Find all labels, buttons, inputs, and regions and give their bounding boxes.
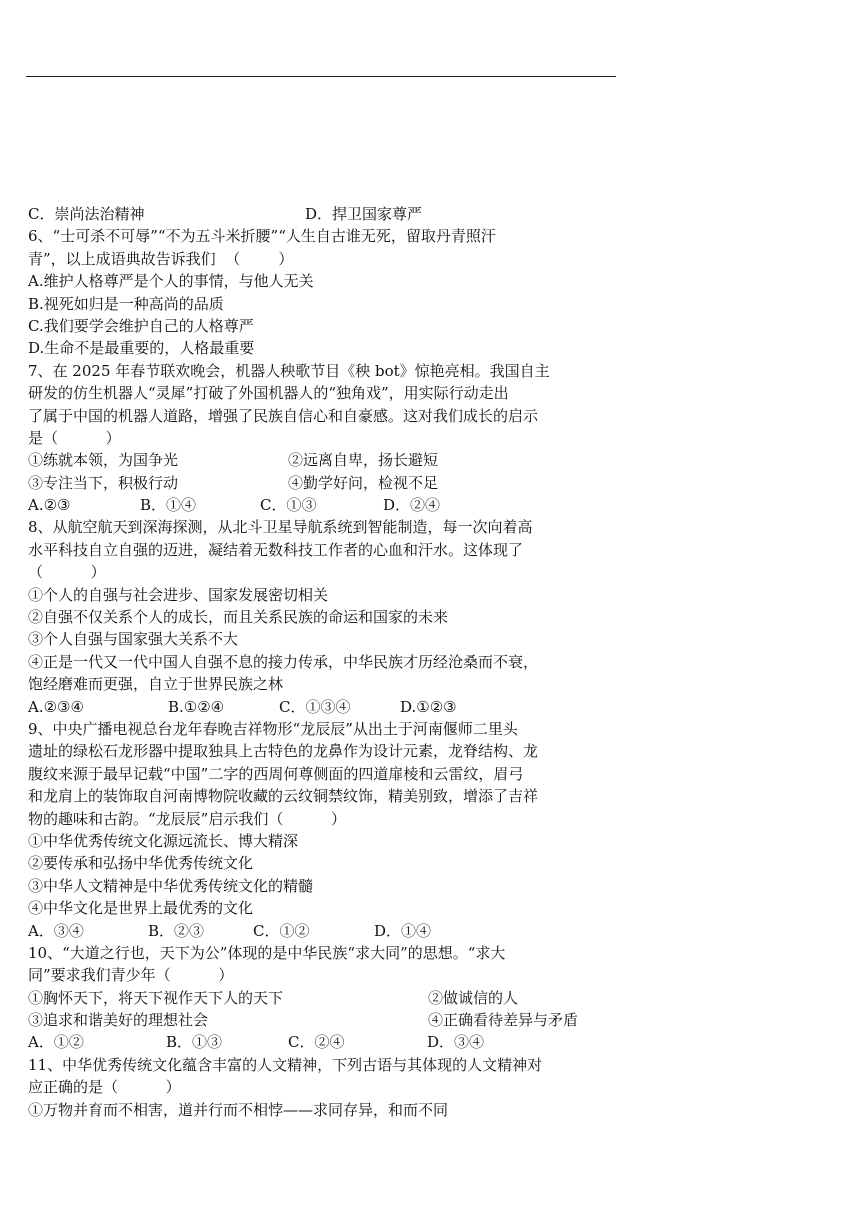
question-10 <box>28 942 620 1054</box>
header-rule <box>26 76 616 77</box>
q7-choice-d: D．②④ <box>383 496 441 515</box>
q7-item: ③专注当下，积极行动 <box>28 473 179 492</box>
q10-choice-a: A．①② <box>28 1033 84 1052</box>
question-9 <box>28 718 620 942</box>
q6-option: D.生命不是最重要的，人格最重要 <box>28 339 255 358</box>
q11-item: ①万物并育而不相害，道并行而不相悖——求同存异，和而不同 <box>28 1100 449 1119</box>
q8-item: 饱经磨难而更强，自立于世界民族之林 <box>28 675 284 694</box>
q6-stem-line: 6、“士可杀不可辱”“不为五斗米折腰”“人生自古谁无死，留取丹青照汗 <box>28 227 496 246</box>
q10-choice-d: D．③④ <box>427 1033 485 1052</box>
q9-stem-line: 和龙肩上的装饰取自河南博物院收藏的云纹铜禁纹饰，精美别致，增添了吉祥 <box>28 787 539 806</box>
q9-stem-line: 遗址的绿松石龙形器中提取独具上古特色的龙鼻作为设计元素，龙脊结构、龙 <box>28 742 539 761</box>
q8-stem-line: （ ） <box>28 563 106 582</box>
q7-stem-line: 研发的仿生机器人“灵犀”打破了外国机器人的“独角戏”，用实际行动走出 <box>28 384 509 403</box>
q7-item: ④勤学好问，检视不足 <box>288 473 439 492</box>
q7-choice-b: B．①④ <box>140 496 197 515</box>
q8-item: ①个人的自强与社会进步、国家发展密切相关 <box>28 585 329 604</box>
q9-stem-line: 腹纹来源于最早记载“中国”二字的西周何尊侧面的四道扉棱和云雷纹，眉弓 <box>28 764 524 783</box>
q11-stem-line: 11、中华优秀传统文化蕴含丰富的人文精神，下列古语与其体现的人文精神对 <box>28 1055 543 1074</box>
q10-stem-line: 同”要求我们青少年（ ） <box>28 966 234 985</box>
q9-item: ②要传承和弘扬中华优秀传统文化 <box>28 854 254 873</box>
q8-item: ②自强不仅关系个人的成长，而且关系民族的命运和国家的未来 <box>28 608 449 627</box>
q10-item: ②做诚信的人 <box>428 988 519 1007</box>
q6-option: C.我们要学会维护自己的人格尊严 <box>28 316 254 335</box>
q6-option: A.维护人格尊严是个人的事情，与他人无关 <box>28 272 314 291</box>
q10-items-row <box>28 987 620 1009</box>
q10-item: ①胸怀天下，将天下视作天下人的天下 <box>28 988 284 1007</box>
q6-stem-line: 青”，以上成语典故告诉我们 （ ） <box>28 249 294 268</box>
question-8 <box>28 516 620 718</box>
q10-stem-line: 10、“大道之行也，天下为公”体现的是中华民族“求大同”的思想。“求大 <box>28 943 506 962</box>
q7-choice-c: C．①③ <box>260 496 317 515</box>
q8-choices <box>28 696 620 718</box>
q9-choices <box>28 920 620 942</box>
q8-item: ④正是一代又一代中国人自强不息的接力传承，中华民族才历经沧桑而不衰， <box>28 652 539 671</box>
q7-choices <box>28 494 620 516</box>
q10-item: ④正确看待差异与矛盾 <box>428 1011 579 1030</box>
q7-stem-line: 是（ ） <box>28 428 121 447</box>
q8-stem-line: 水平科技自立自强的迈进，凝结着无数科技工作者的心血和汗水。这体现了 <box>28 540 524 559</box>
q5-option-c: C．崇尚法治精神 <box>28 205 145 223</box>
q10-items-row <box>28 1009 620 1031</box>
question-6 <box>28 225 620 359</box>
exam-content <box>28 203 620 1121</box>
q11-stem-line: 应正确的是（ ） <box>28 1078 181 1097</box>
q9-item: ①中华优秀传统文化源远流长、博大精深 <box>28 831 299 850</box>
q9-choice-a: A．③④ <box>28 921 84 940</box>
q6-option: B.视死如归是一种高尚的品质 <box>28 294 224 313</box>
q9-item: ③中华人文精神是中华优秀传统文化的精髓 <box>28 876 314 895</box>
q7-choice-a: A.②③ <box>28 496 71 515</box>
q7-stem-line: 7、在 2025 年春节联欢晚会，机器人秧歌节目《秧 bot》惊艳亮相。我国自主 <box>28 361 550 380</box>
question-11 <box>28 1054 620 1121</box>
q8-choice-d: D.①②③ <box>400 697 457 716</box>
q9-choice-d: D．①④ <box>374 921 432 940</box>
q9-choice-c: C．①② <box>253 921 310 940</box>
q7-stem-line: 了属于中国的机器人道路，增强了民族自信心和自豪感。这对我们成长的启示 <box>28 406 539 425</box>
q7-item: ①练就本领，为国争光 <box>28 451 179 470</box>
q9-choice-b: B．②③ <box>148 921 205 940</box>
q10-choice-b: B．①③ <box>166 1033 223 1052</box>
q5-option-d: D．捍卫国家尊严 <box>305 205 423 223</box>
q9-stem-line: 9、中央广播电视总台龙年春晚吉祥物形“龙辰辰”从出土于河南偃师二里头 <box>28 719 518 738</box>
q9-item: ④中华文化是世界上最优秀的文化 <box>28 899 254 918</box>
q7-items-row <box>28 472 620 494</box>
q7-items-row <box>28 449 620 471</box>
q8-choice-b: B.①②④ <box>168 697 225 716</box>
q8-choice-a: A.②③④ <box>28 697 84 716</box>
q10-choices <box>28 1031 620 1053</box>
q7-item: ②远离自卑，扬长避短 <box>288 451 439 470</box>
q10-item: ③追求和谐美好的理想社会 <box>28 1011 209 1030</box>
q5-options <box>28 203 620 225</box>
q8-item: ③个人自强与国家强大关系不大 <box>28 630 239 649</box>
q10-choice-c: C．②④ <box>288 1033 345 1052</box>
q8-choice-c: C．①③④ <box>279 697 351 716</box>
q8-stem-line: 8、从航空航天到深海探测，从北斗卫星导航系统到智能制造，每一次向着高 <box>28 518 533 537</box>
q9-stem-line: 物的趣味和古韵。“龙辰辰”启示我们（ ） <box>28 809 347 828</box>
question-7 <box>28 360 620 517</box>
